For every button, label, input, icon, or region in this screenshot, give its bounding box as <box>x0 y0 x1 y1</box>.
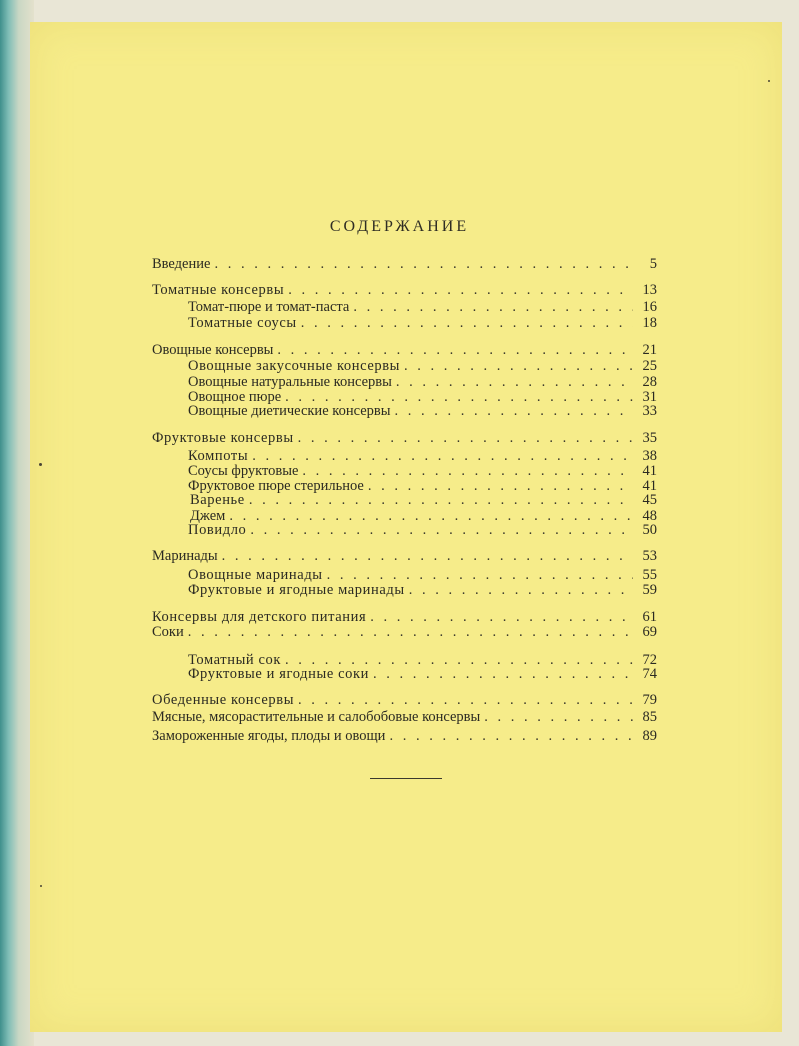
toc-entry <box>152 609 657 625</box>
toc-entry-label: Фруктовое пюре стерильное <box>188 478 364 494</box>
leader-dots <box>250 522 633 538</box>
leader-dots <box>288 282 633 298</box>
toc-entry <box>188 582 657 598</box>
toc-entry-page: 41 <box>642 478 657 494</box>
toc-entry-page: 31 <box>642 389 657 405</box>
leader-dots <box>222 548 633 564</box>
toc-entry-page: 35 <box>642 430 657 446</box>
toc-entry <box>188 374 657 390</box>
toc-entry-label: Джем <box>190 508 226 524</box>
toc-entry <box>152 709 657 725</box>
toc-entry-label: Замороженные ягоды, плоды и овощи <box>152 728 386 744</box>
toc-entry-label: Овощные натуральные консервы <box>188 374 392 390</box>
toc-entry-label: Овощные диетические консервы <box>188 403 391 419</box>
leader-dots <box>277 342 633 358</box>
toc-entry-page: 33 <box>642 403 657 419</box>
toc-entry-page: 61 <box>642 609 657 625</box>
leader-dots <box>302 463 633 479</box>
toc-entry-label: Овощные закусочные консервы <box>188 358 401 374</box>
toc-entry-page: 72 <box>642 652 657 668</box>
toc-entry-page: 18 <box>642 315 657 331</box>
toc-entry <box>152 282 657 298</box>
toc-entry-page: 45 <box>642 492 657 508</box>
paper-speck <box>40 885 42 887</box>
toc-entry-label: Фруктовые и ягодные соки <box>188 666 369 682</box>
leader-dots <box>249 492 633 508</box>
toc-entry-page: 48 <box>642 508 657 524</box>
toc-entry-page: 16 <box>642 299 657 315</box>
toc-entry-label: Томатные консервы <box>152 282 285 298</box>
toc-entry-label: Повидло <box>188 522 247 538</box>
toc-entry-page: 53 <box>642 548 657 564</box>
leader-dots <box>252 448 633 464</box>
leader-dots <box>188 624 633 640</box>
toc-entry-label: Томат-пюре и томат-паста <box>188 299 350 315</box>
toc-entry-page: 13 <box>642 282 657 298</box>
toc-entry <box>188 463 657 479</box>
toc-entry-label: Варенье <box>190 492 245 508</box>
toc-entry <box>152 430 657 446</box>
toc-entry <box>152 342 657 358</box>
toc-entry-page: 21 <box>642 342 657 358</box>
toc-entry <box>152 256 657 272</box>
leader-dots <box>396 374 633 390</box>
leader-dots <box>298 430 633 446</box>
leader-dots <box>298 692 633 708</box>
leader-dots <box>409 582 633 598</box>
toc-entry-label: Введение <box>152 256 211 272</box>
toc-entry-page: 59 <box>642 582 657 598</box>
toc-entry-page: 41 <box>642 463 657 479</box>
toc-entry-label: Маринады <box>152 548 218 564</box>
toc-entry-label: Обеденные консервы <box>152 692 295 708</box>
toc-entry-page: 74 <box>642 666 657 682</box>
toc-entry <box>188 666 657 682</box>
toc-entry-label: Овощные консервы <box>152 342 274 358</box>
leader-dots <box>353 299 633 315</box>
toc-entry-page: 79 <box>642 692 657 708</box>
leader-dots <box>484 709 633 725</box>
toc-entry-label: Овощное пюре <box>188 389 282 405</box>
toc-entry-label: Соусы фруктовые <box>188 463 299 479</box>
toc-entry <box>188 315 657 331</box>
leader-dots <box>301 315 633 331</box>
toc-entry-page: 55 <box>642 567 657 583</box>
toc-entry-label: Консервы для детского питания <box>152 609 367 625</box>
toc-entry-label: Томатный сок <box>188 652 282 668</box>
closing-rule <box>370 778 442 779</box>
toc-entry-page: 69 <box>642 624 657 640</box>
paper-speck <box>39 463 42 466</box>
toc-entry <box>188 448 657 464</box>
toc-entry-label: Фруктовые консервы <box>152 430 294 446</box>
toc-entry-page: 38 <box>642 448 657 464</box>
toc-entry <box>188 567 657 583</box>
toc-entry-page: 5 <box>649 256 657 272</box>
leader-dots <box>389 728 633 744</box>
toc-entry <box>190 492 657 508</box>
toc-entry-label: Фруктовые и ягодные маринады <box>188 582 405 598</box>
leader-dots <box>373 666 633 682</box>
toc-entry <box>152 728 657 744</box>
toc-entry-label: Компоты <box>188 448 249 464</box>
toc-entry-page: 89 <box>642 728 657 744</box>
toc-entry <box>152 624 657 640</box>
toc-entry-page: 25 <box>642 358 657 374</box>
toc-entry-page: 85 <box>642 709 657 725</box>
toc-entry <box>152 692 657 708</box>
toc-entry-label: Мясные, мясорастительные и салобобовые консервы <box>152 709 481 725</box>
leader-dots <box>394 403 633 419</box>
leader-dots <box>370 609 633 625</box>
toc-entry-page: 28 <box>642 374 657 390</box>
toc-entry <box>188 522 657 538</box>
toc-entry-page: 50 <box>642 522 657 538</box>
paper-speck <box>768 80 770 82</box>
toc-entry <box>188 299 657 315</box>
toc-entry <box>188 358 657 374</box>
toc-entry-label: Соки <box>152 624 184 640</box>
toc-entry-label: Овощные маринады <box>188 567 323 583</box>
toc-entry-label: Томатные соусы <box>188 315 297 331</box>
toc-entry <box>152 548 657 564</box>
leader-dots <box>404 358 633 374</box>
page-title: СОДЕРЖАНИЕ <box>329 218 470 235</box>
leader-dots <box>327 567 633 583</box>
leader-dots <box>214 256 633 272</box>
toc-entry <box>188 403 657 419</box>
